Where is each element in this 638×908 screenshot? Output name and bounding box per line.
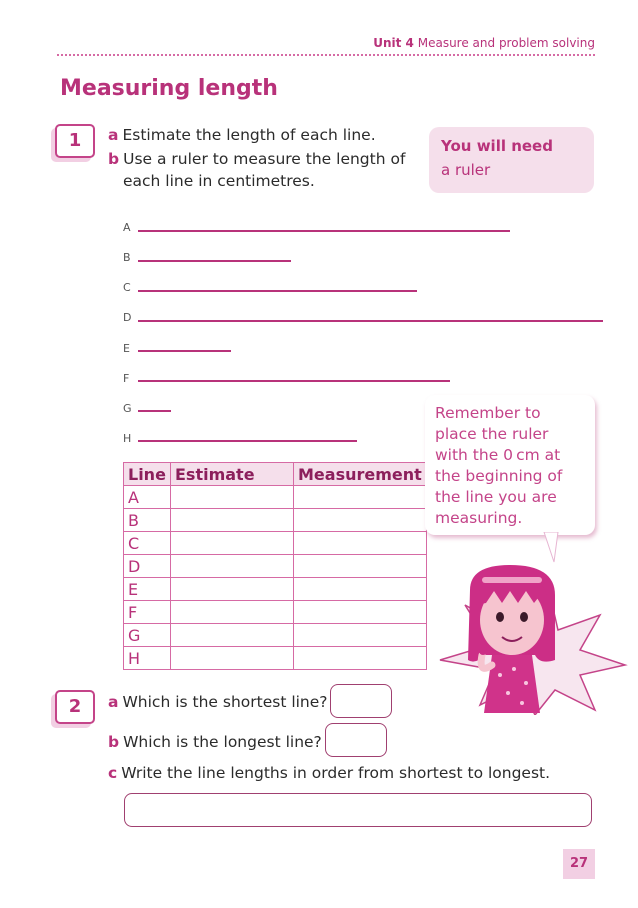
measurement-cell[interactable] [294, 578, 427, 601]
table-header-row [124, 463, 427, 486]
measurement-cell[interactable] [294, 647, 427, 670]
girl-character-illustration [430, 565, 630, 715]
bubble-line-1: Remember to [435, 404, 541, 422]
question-2c [108, 764, 550, 782]
question-2a-text: Which is the shortest line? [122, 693, 328, 711]
line-g [138, 410, 171, 412]
line-label-a: A [123, 221, 131, 234]
header-estimate: Estimate [171, 463, 294, 486]
speech-bubble-tail [540, 532, 570, 566]
order-answer-box[interactable] [124, 793, 592, 827]
row-label: H [124, 647, 171, 670]
question-1b-text-1: Use a ruler to measure the length of [123, 150, 406, 168]
line-d [138, 320, 603, 322]
measurement-cell[interactable] [294, 601, 427, 624]
row-label: A [124, 486, 171, 509]
bubble-line-3: with the 0 cm at [435, 446, 561, 464]
question-2b-text: Which is the longest line? [123, 733, 322, 751]
unit-label: Unit 4 [373, 36, 414, 50]
page-number: 27 [563, 849, 595, 879]
measurement-cell[interactable] [294, 509, 427, 532]
header-divider [57, 54, 595, 56]
question-2a [108, 693, 328, 711]
estimate-cell[interactable] [171, 509, 294, 532]
question-2-number: 2 [55, 690, 95, 724]
row-label: G [124, 624, 171, 647]
line-label-e: E [123, 342, 130, 355]
line-b [138, 260, 291, 262]
row-label: F [124, 601, 171, 624]
question-2a-letter: a [108, 693, 119, 711]
estimate-cell[interactable] [171, 532, 294, 555]
line-label-f: F [123, 372, 130, 385]
page-title: Measuring length [60, 76, 278, 101]
table-row [124, 601, 427, 624]
you-will-need-item: a ruler [441, 161, 491, 179]
table-row [124, 532, 427, 555]
estimate-cell[interactable] [171, 555, 294, 578]
question-1a-text: Estimate the length of each line. [122, 126, 376, 144]
shortest-line-answer-box[interactable] [330, 684, 392, 718]
row-label: D [124, 555, 171, 578]
line-e [138, 350, 231, 352]
measurement-cell[interactable] [294, 555, 427, 578]
estimate-cell[interactable] [171, 647, 294, 670]
line-c [138, 290, 417, 292]
table-row [124, 647, 427, 670]
bubble-line-4: the beginning of [435, 467, 563, 485]
table-row [124, 555, 427, 578]
measurement-cell[interactable] [294, 624, 427, 647]
estimate-cell[interactable] [171, 578, 294, 601]
estimate-cell[interactable] [171, 624, 294, 647]
line-label-d: D [123, 311, 132, 324]
measurement-cell[interactable] [294, 486, 427, 509]
page-header [373, 36, 595, 50]
bubble-line-2: place the ruler [435, 425, 549, 443]
line-label-g: G [123, 402, 132, 415]
table-row [124, 509, 427, 532]
table-row [124, 624, 427, 647]
question-2c-text: Write the line lengths in order from shortest to longest. [121, 764, 551, 782]
row-label: E [124, 578, 171, 601]
question-2b [108, 733, 322, 751]
question-2b-letter: b [108, 733, 120, 751]
table-row [124, 486, 427, 509]
unit-topic: Measure and problem solving [417, 36, 595, 50]
row-label: C [124, 532, 171, 555]
measurement-table [123, 462, 427, 670]
line-label-c: C [123, 281, 131, 294]
bubble-line-6: measuring. [435, 509, 523, 527]
you-will-need-heading: You will need [441, 137, 553, 155]
question-2c-letter: c [108, 764, 118, 782]
measurement-cell[interactable] [294, 532, 427, 555]
estimate-cell[interactable] [171, 601, 294, 624]
speech-bubble [425, 395, 595, 535]
question-1b-letter: b [108, 150, 120, 168]
you-will-need-box [429, 127, 594, 193]
estimate-cell[interactable] [171, 486, 294, 509]
question-1-number: 1 [55, 124, 95, 158]
line-label-h: H [123, 432, 132, 445]
longest-line-answer-box[interactable] [325, 723, 387, 757]
table-row [124, 578, 427, 601]
bubble-line-5: the line you are [435, 488, 557, 506]
header-measurement: Measurement [294, 463, 427, 486]
row-label: B [124, 509, 171, 532]
line-h [138, 440, 357, 442]
question-1b-text-2: each line in centimetres. [123, 172, 315, 190]
line-a [138, 230, 510, 232]
line-f [138, 380, 450, 382]
header-line: Line [124, 463, 171, 486]
question-1b [108, 150, 405, 168]
line-label-b: B [123, 251, 131, 264]
question-1a-letter: a [108, 126, 119, 144]
question-1a [108, 126, 376, 144]
